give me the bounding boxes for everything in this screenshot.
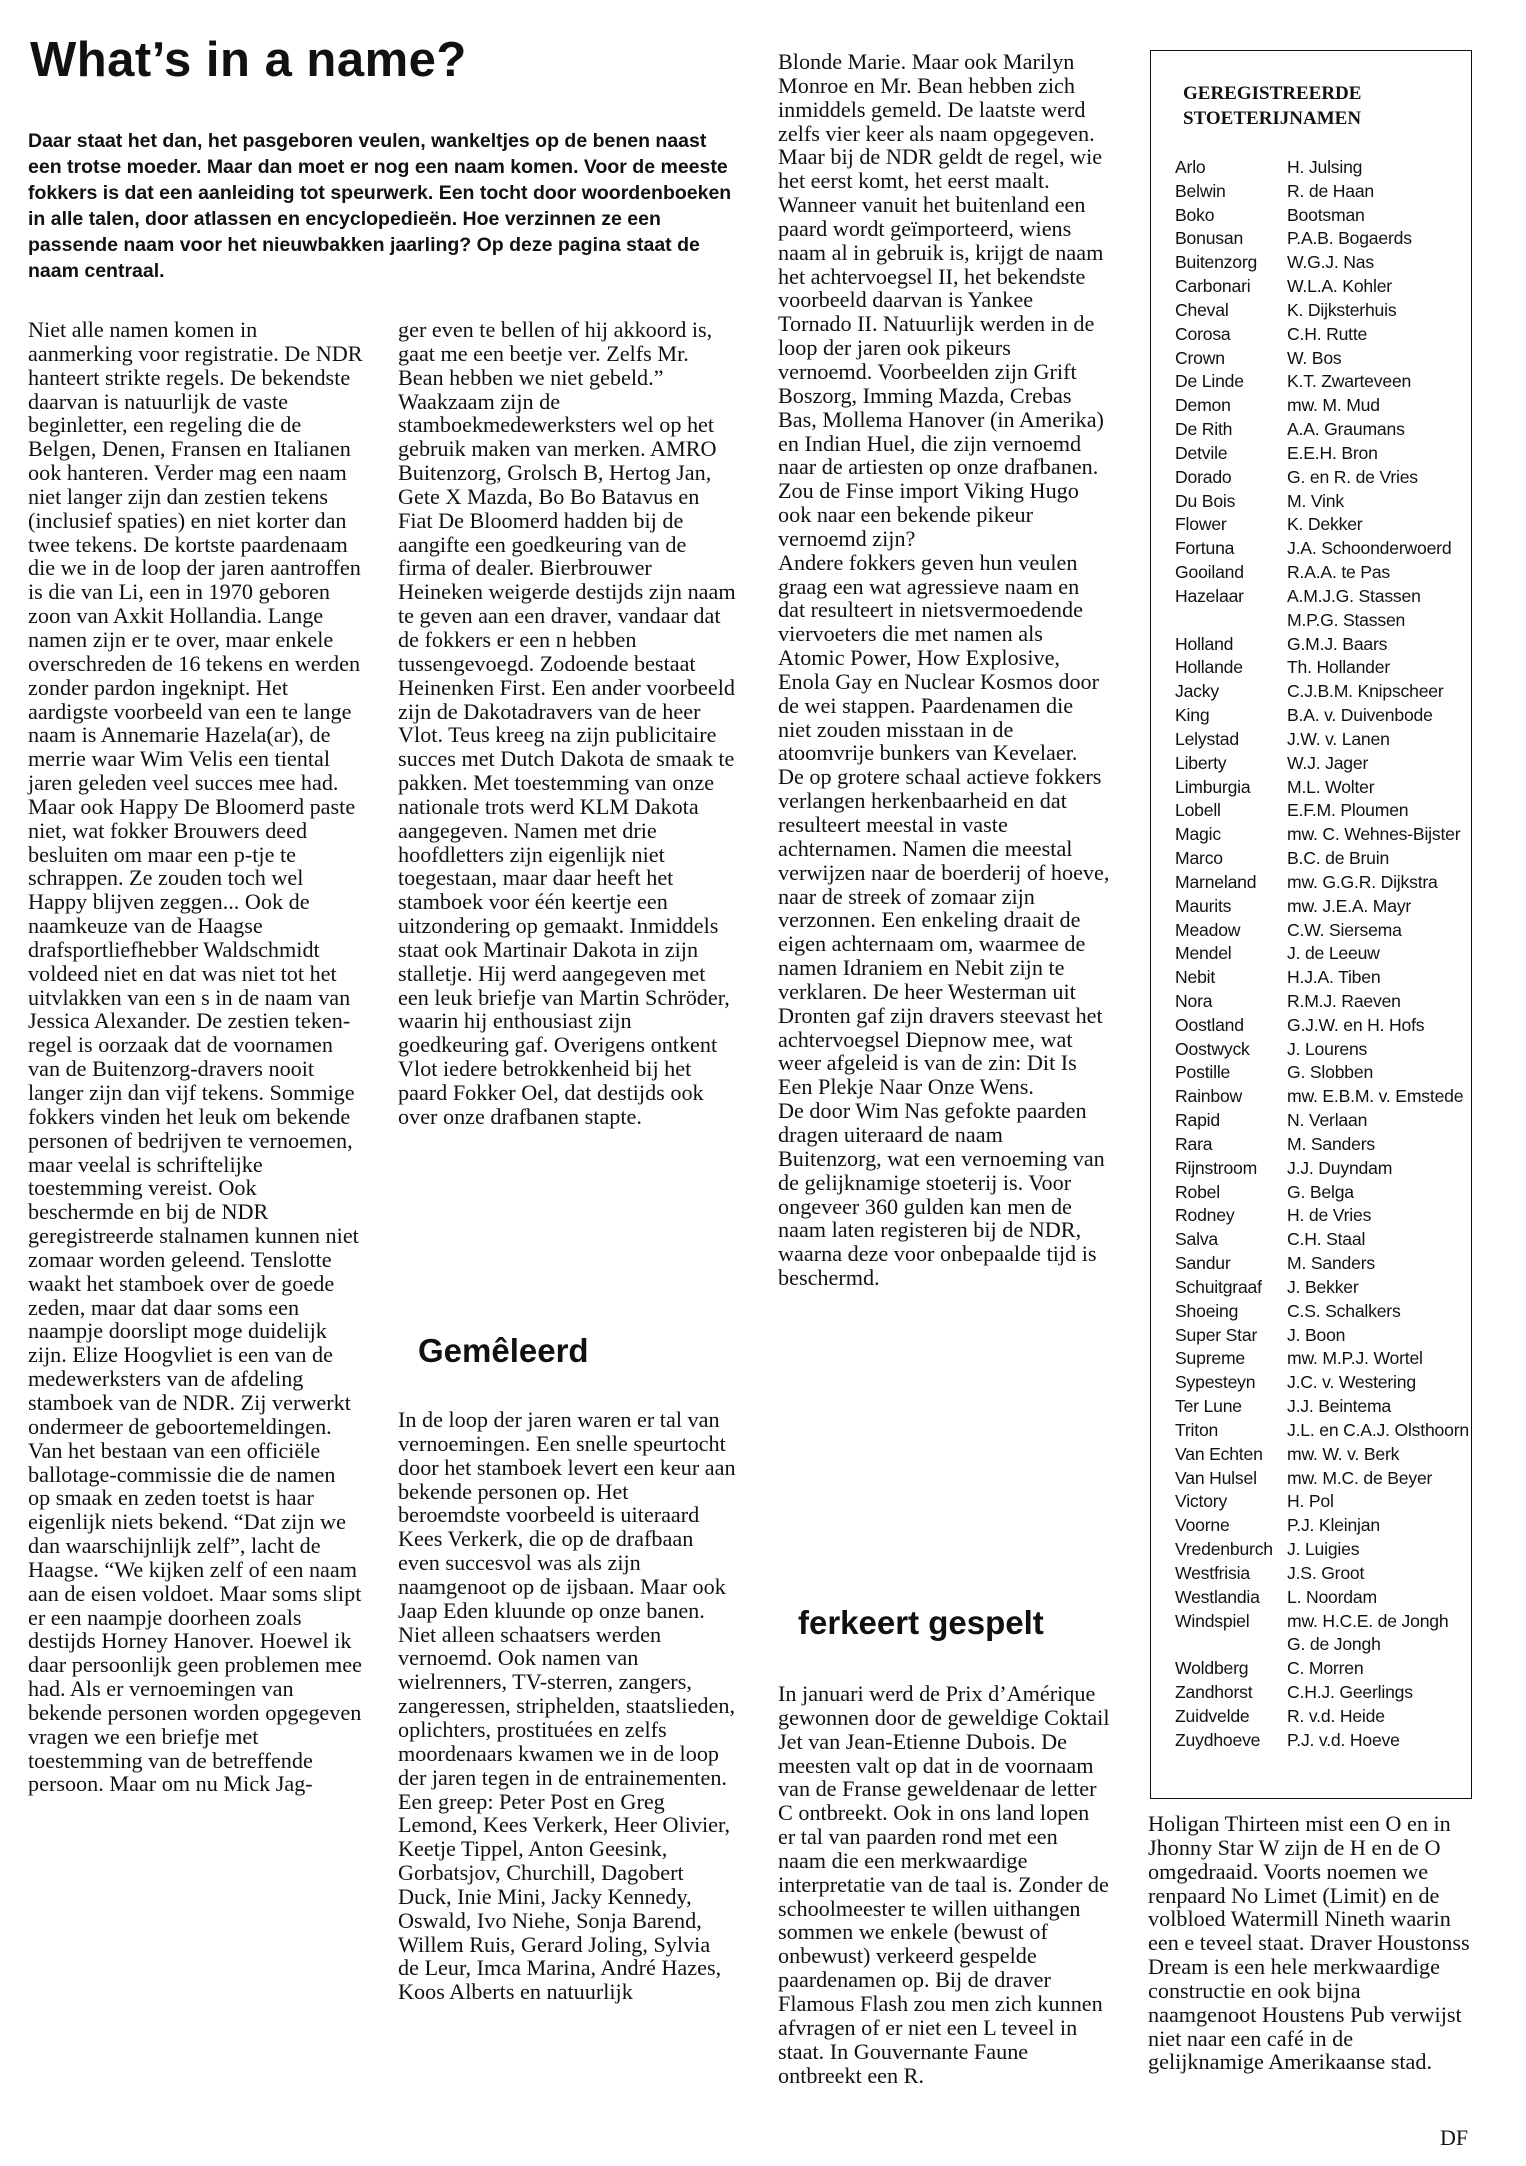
owner-name: C.H. Staal <box>1287 1229 1366 1250</box>
stud-name: Westlandia <box>1175 1586 1260 1607</box>
registry-entry <box>1175 633 1469 657</box>
stud-name: Van Hulsel <box>1175 1467 1257 1488</box>
owner-name: mw. M. Mud <box>1287 395 1380 416</box>
stud-name: Detvile <box>1175 442 1228 463</box>
stud-name: Du Bois <box>1175 490 1236 511</box>
stud-name: Holland <box>1175 633 1234 654</box>
owner-name: J.C. v. Westering <box>1287 1372 1416 1393</box>
registry-entry <box>1175 656 1469 680</box>
stud-name: Carbonari <box>1175 276 1251 297</box>
stud-name: Shoeing <box>1175 1300 1239 1321</box>
stud-name: Corosa <box>1175 323 1231 344</box>
registry-entry <box>1175 1109 1469 1133</box>
owner-name: C.H.J. Geerlings <box>1287 1682 1413 1702</box>
owner-name: J.J. Duyndam <box>1287 1157 1393 1178</box>
article-column-3 <box>778 50 1110 1290</box>
registry-entry <box>1175 823 1469 847</box>
registry-entry <box>1175 752 1469 776</box>
stud-name: Marco <box>1175 848 1223 869</box>
body-text: Niet alle namen komen in aanmerking voor registratie. De NDR hanteert strikte regels. De bekendste daarvan is natuurlijk de vaste beginletter, een regeling die de Belgen, Denen, Fransen en Italianen ook hanteren. Verder mag een naam niet langer zijn dan zestien tekens (inclusief spaties) en niet korter dan twee tekens. De kortste paardenaam die we in de loop der jaren aantroffen is die van Li, een in 1970 geboren zoon van Axkit Hollandia. Lange namen zijn er te over, maar enkele overschreden de 16 tekens en werden zonder pardon ingeknipt. Het aardigste voorbeeld van een te lange naam is Annemarie Hazela(ar), de merrie waar Wim Velis een tiental jaren geleden veel succes mee had. Maar ook Happy De Bloomerd paste niet, wat fokker Brouwers deed besluiten om maar een p-tje te schrappen. Ze zouden toch wel Happy blijven zeggen... Ook de naamkeuze van de Haagse drafsportliefhebber Waldschmidt voldeed niet en dat was niet tot het uitvlakken van een s in de naam van Jessica Alexander. De zestien teken-regel is oorzaak dat de voornamen van de Buitenzorg-dravers nooit langer zijn dan vijf tekens. Sommige fokkers vinden het leuk om bekende personen of bedrijven te vernoemen, maar veelal is schriftelijke toestemming vereist. Ook beschermde en bij de NDR geregistreerde stalnamen kunnen niet zomaar worden geleend. Tenslotte waakt het stamboek over de goede zeden, maar dat daar soms een naampje doorslipt moge duidelijk zijn. Elize Hoogvliet is een van de medewerksters van de afdeling stamboek van de NDR. Zij verwerkt ondermeer de geboortemeldingen. Van het bestaan van een officiële ballotage-commissie die de namen op smaak en zeden toetst is haar eigenlijk niets bekend. “Dat zijn we dan waarschijnlijk zelf”, lacht de Haagse. “We kijken zelf of een naam aan de eisen voldoet. Maar soms slipt er een naampje doorheen zoals destijds Horney Hanover. Hoewel ik daar persoonlijk geen problemen mee had. Als er vernoemingen van bekende personen worden opgegeven vragen we een briefje met toestemming van de betreffende persoon. Maar om nu Mick Jag- <box>28 317 363 1797</box>
stud-name: Vredenburch <box>1175 1539 1273 1560</box>
registry-entry <box>1175 1324 1469 1348</box>
owner-name: G. Slobben <box>1287 1062 1374 1083</box>
registry-entry <box>1175 1514 1469 1538</box>
owner-name: W. Bos <box>1287 347 1342 368</box>
stud-name: Postille <box>1175 1062 1231 1083</box>
registry-entry <box>1175 227 1469 251</box>
owner-name: W.L.A. Kohler <box>1287 276 1392 297</box>
registry-entry <box>1175 1181 1469 1205</box>
registry-entry <box>1175 561 1469 585</box>
registry-entry <box>1175 966 1469 990</box>
stud-name: Magic <box>1175 824 1221 845</box>
owner-name: J.S. Groot <box>1287 1562 1365 1583</box>
stud-name: Oostwyck <box>1175 1038 1250 1059</box>
registry-entry <box>1175 394 1469 418</box>
owner-name: J. Boon <box>1287 1324 1346 1345</box>
stud-name: Hollande <box>1175 657 1243 678</box>
owner-name: C.S. Schalkers <box>1287 1300 1401 1321</box>
registry-entry <box>1175 1228 1469 1252</box>
registry-entry <box>1175 1610 1469 1634</box>
owner-name: C. Morren <box>1287 1658 1364 1679</box>
owner-name: J. Bekker <box>1287 1276 1359 1297</box>
body-text: Blonde Marie. Maar ook Marilyn Monroe en Mr. Bean hebben zich inmiddels gemeld. De laatste werd zelfs vier keer als naam opgegeven. Maar bij de NDR geldt de regel, wie het eerst komt, het eerst maalt. Wanneer vanuit het buitenland een paard wordt geïmporteerd, wiens naam al in gebruik is, krijgt de naam het achtervoegsel II, het bekendste voorbeeld daarvan is Yankee Tornado II. Natuurlijk werden in de loop der jaren ook pikeurs vernoemd. Voorbeelden zijn Grift Boszorg, Imming Mazda, Crebas Bas, Mollema Hanover (in Amerika) en Indian Huel, die zijn vernoemd naar de artiesten op onze drafbanen. Zou de Finse import Viking Hugo ook naar een bekende pikeur vernoemd zijn? Andere fokkers geven hun veulen graag een wat agressieve naam en dat resulteert in nietsvermoedende viervoeters die met namen als Atomic Power, How Explosive, Enola Gay en Nuclear Kosmos door de wei stappen. Paardenamen die niet zouden misstaan in de atoomvrije bunkers van Kevelaer. De op grotere schaal actieve fokkers verlangen herkenbaarheid en dat resulteert meestal in vaste achternamen. Namen die meestal verwijzen naar de boerderij of hoeve, naar de streek of zomaar zijn verzonnen. Een enkeling draait de eigen achternaam om, waarmee de namen Idraniem en Nebit zijn te verklaren. De heer Westerman uit Dronten gaf zijn dravers steevast het achtervoegsel Diepnow mee, wat weer afgeleid is van de zin: Dit Is Een Plekje Naar Onze Wens. De door Wim Nas gefokte paarden dragen uiteraard de naam Buitenzorg, wat een vernoeming van de gelijknamige stoeterij is. Voor ongeveer 360 gulden kan men de naam laten registeren bij de NDR, waarna deze voor onbepaalde tijd is beschermd. <box>778 49 1110 1291</box>
stud-name: Victory <box>1175 1491 1228 1512</box>
owner-name: E.E.H. Bron <box>1287 442 1378 463</box>
registry-entry <box>1175 442 1469 466</box>
owner-name: G.M.J. Baars <box>1287 633 1388 654</box>
owner-name: J.J. Beintema <box>1287 1396 1391 1417</box>
subheading-ferkeert-gespelt: ferkeert gespelt <box>798 1604 1044 1641</box>
owner-name: K. Dekker <box>1287 514 1363 535</box>
owner-name: mw. M.P.J. Wortel <box>1287 1348 1423 1369</box>
owner-name: H. Julsing <box>1287 157 1363 177</box>
stud-name: Rodney <box>1175 1205 1235 1226</box>
owner-name: L. Noordam <box>1287 1586 1377 1607</box>
owner-name: mw. E.B.M. v. Emstede <box>1287 1086 1464 1107</box>
registry-entry <box>1175 513 1469 537</box>
owner-name: P.J. v.d. Hoeve <box>1287 1729 1400 1750</box>
article-column-2 <box>398 318 736 1129</box>
stud-name: Fortuna <box>1175 538 1235 559</box>
stud-name: Lobell <box>1175 800 1221 821</box>
registry-entry <box>1175 1204 1469 1228</box>
owner-name: R. de Haan <box>1287 180 1374 201</box>
owner-name: J. Luigies <box>1287 1539 1360 1560</box>
body-text: In januari werd de Prix d’Amérique gewonnen door de geweldige Coktail Jet van Jean-Etienne Dubois. De meesten valt op dat in de voornaam van de Franse geweldenaar de letter C ontbreekt. Ook in ons land lopen er tal van paarden rond met een naam die een merkwaardige interpretatie van de taal is. Zonder de schoolmeester te willen uithangen sommen we enkele (bewust of onbewust) verkeerd gespelde paardenamen op. Bij de draver Flamous Flash zou men zich kunnen afvragen of er niet een L teveel in staat. In Gouvernante Faune ontbreekt een R. <box>778 1681 1110 2088</box>
stud-name: Hazelaar <box>1175 585 1244 606</box>
owner-name: mw. G.G.R. Dijkstra <box>1287 871 1438 892</box>
stud-name: Crown <box>1175 347 1225 368</box>
registry-entry <box>1175 680 1469 704</box>
registry-entry <box>1175 799 1469 823</box>
article-column-3b <box>778 1682 1110 2087</box>
registry-entry <box>1175 1276 1469 1300</box>
stud-name: Oostland <box>1175 1014 1244 1035</box>
registry-entry <box>1175 1347 1469 1371</box>
registry-box <box>1150 50 1472 1799</box>
stud-name: Salva <box>1175 1229 1219 1250</box>
stud-name: Limburgia <box>1175 776 1251 797</box>
body-text: ger even te bellen of hij akkoord is, gaat me een beetje ver. Zelfs Mr. Bean hebben we niet gebeld.” Waakzaam zijn de stamboekmedewerksters wel op het gebruik maken van merken. AMRO Buitenzorg, Grolsch B, Hertog Jan, Gete X Mazda, Bo Bo Batavus en Fiat De Bloomerd hadden bij de aangifte een goedkeuring van de firma of dealer. Bierbrouwer Heineken weigerde destijds zijn naam te geven aan een draver, vandaar dat de fokkers er een n hebben tussengevoegd. Zodoende bestaat Heinenken First. Een ander voorbeeld zijn de Dakotadravers van de heer Vlot. Teus kreeg na zijn publicitaire succes met Dutch Dakota de smaak te pakken. Met toestemming van onze nationale trots werd KLM Dakota aangegeven. Namen met drie hoofdletters zijn eigenlijk niet toegestaan, maar daar heeft het stamboek voor één keertje een uitzondering op gemaakt. Inmiddels staat ook Martinair Dakota in zijn stalletje. Hij werd aangegeven met een leuk briefje van Martin Schröder, waarin hij enthousiast zijn goedkeuring gaf. Overigens ontkent Vlot iedere betrokkenheid bij het paard Fokker Oel, dat destijds ook over onze drafbanen stapte. <box>398 317 736 1129</box>
owner-name: mw. H.C.E. de Jongh <box>1287 1610 1449 1631</box>
registry-entry <box>1175 323 1469 347</box>
stud-name: Boko <box>1175 204 1215 225</box>
owner-name: M. Vink <box>1287 490 1344 511</box>
stud-name: De Linde <box>1175 371 1244 392</box>
stud-name: Schuitgraaf <box>1175 1276 1262 1297</box>
stud-name: Nebit <box>1175 967 1216 988</box>
owner-name: B.A. v. Duivenbode <box>1287 705 1433 726</box>
owner-name: M. Sanders <box>1287 1133 1375 1154</box>
registry-entry <box>1175 1705 1469 1729</box>
owner-name: G. de Jongh <box>1287 1634 1381 1655</box>
stud-name: Ter Lune <box>1175 1396 1242 1417</box>
registry-entry <box>1175 1633 1469 1657</box>
owner-name: C.H. Rutte <box>1287 323 1368 344</box>
registry-entry <box>1175 1490 1469 1514</box>
owner-name: A.A. Graumans <box>1287 419 1405 440</box>
owner-name: E.F.M. Ploumen <box>1287 800 1409 821</box>
stud-name: Jacky <box>1175 681 1219 702</box>
article-column-1 <box>28 318 363 1796</box>
owner-name: J. Lourens <box>1287 1038 1368 1059</box>
registry-entry <box>1175 871 1469 895</box>
stud-name: Voorne <box>1175 1515 1230 1536</box>
stud-name: Maurits <box>1175 895 1232 916</box>
owner-name: Th. Hollander <box>1287 657 1391 678</box>
stud-name: Zuydhoeve <box>1175 1729 1261 1750</box>
registry-entry <box>1175 299 1469 323</box>
stud-name: Arlo <box>1175 157 1206 177</box>
owner-name: K. Dijksterhuis <box>1287 299 1397 320</box>
owner-name: P.J. Kleinjan <box>1287 1515 1380 1536</box>
stud-name: Westfrisia <box>1175 1562 1250 1583</box>
registry-entry <box>1175 1371 1469 1395</box>
owner-name: A.M.J.G. Stassen <box>1287 585 1421 606</box>
owner-name: P.A.B. Bogaerds <box>1287 228 1412 249</box>
registry-entry <box>1175 1395 1469 1419</box>
owner-name: B.C. de Bruin <box>1287 848 1390 869</box>
owner-name: C.W. Siersema <box>1287 919 1402 940</box>
registry-entry <box>1175 180 1469 204</box>
registry-entry <box>1175 1467 1469 1491</box>
owner-name: R. v.d. Heide <box>1287 1705 1385 1726</box>
registry-entry <box>1175 919 1469 943</box>
registry-entry <box>1175 1586 1469 1610</box>
stud-name: Zuidvelde <box>1175 1705 1250 1726</box>
stud-name: Supreme <box>1175 1348 1245 1369</box>
registry-title: GEREGISTREERDE STOETERIJNAMEN <box>1183 83 1362 129</box>
registry-entry <box>1175 609 1469 633</box>
owner-name: W.G.J. Nas <box>1287 252 1374 273</box>
author-signature: DF <box>1440 2125 1469 2150</box>
registry-entry <box>1175 1085 1469 1109</box>
owner-name: mw. W. v. Berk <box>1287 1443 1400 1464</box>
registry-entry <box>1175 204 1469 228</box>
owner-name: mw. M.C. de Beyer <box>1287 1467 1433 1488</box>
registry-entry <box>1175 1133 1469 1157</box>
registry-entry <box>1175 275 1469 299</box>
owner-name: mw. J.E.A. Mayr <box>1287 895 1412 916</box>
stud-name: Demon <box>1175 395 1231 416</box>
registry-entry <box>1175 1657 1469 1681</box>
article-column-4 <box>1148 1812 1473 2074</box>
body-text: In de loop der jaren waren er tal van vernoemingen. Een snelle speurtocht door het stamboek levert een keur aan bekende personen op. Het beroemdste voorbeeld is uiteraard Kees Verkerk, die op de drafbaan even succesvol was als zijn naamgenoot op de ijsbaan. Maar ook Jaap Eden kluunde op onze banen. Niet alleen schaatsers werden vernoemd. Ook namen van wielrenners, TV-sterren, zangers, zangeressen, striphelden, staatslieden, oplichters, prostituées en zelfs moordenaars kwamen we in de loop der jaren tegen in de entrainementen. Een greep: Peter Post en Greg Lemond, Kees Verkerk, Heer Olivier, Keetje Tippel, Anton Geesink, Gorbatsjov, Churchill, Dagobert Duck, Inie Mini, Jacky Kennedy, Oswald, Ivo Niehe, Sonja Barend, Willem Ruis, Gerard Joling, Sylvia de Leur, Imca Marina, André Hazes, Koos Alberts en natuurlijk <box>398 1407 736 2005</box>
owner-name: G. en R. de Vries <box>1287 466 1418 487</box>
stud-name: Sandur <box>1175 1253 1231 1274</box>
stud-name: Cheval <box>1175 299 1229 320</box>
owner-name: mw. C. Wehnes-Bijster <box>1287 824 1461 845</box>
stud-name: Zandhorst <box>1175 1682 1253 1702</box>
stud-name: De Rith <box>1175 419 1233 440</box>
stud-name: Rijnstroom <box>1175 1157 1258 1178</box>
article-intro: Daar staat het dan, het pasgeboren veulen, wankeltjes op de benen naast een trotse moeder. Maar dan moet er nog een naam komen. Voor de meeste fokkers is dat een aanleiding tot speurwerk. Een tocht door woordenboeken in alle talen, door atlassen en encyclopedieën. Hoe verzinnen ze een passende naam voor het nieuwbakken jaarling? Op deze pagina staat de naam centraal. <box>28 130 732 282</box>
stud-name: Mendel <box>1175 943 1232 964</box>
stud-name: Rara <box>1175 1133 1213 1154</box>
stud-name: Rapid <box>1175 1110 1220 1131</box>
stud-name: Belwin <box>1175 180 1226 201</box>
article-column-2b <box>398 1408 736 2004</box>
registry-entry <box>1175 1562 1469 1586</box>
registry-list <box>1175 156 1469 1752</box>
owner-name: R.M.J. Raeven <box>1287 990 1401 1011</box>
owner-name: H. Pol <box>1287 1491 1334 1512</box>
owner-name: M. Sanders <box>1287 1253 1375 1274</box>
registry-entry <box>1175 537 1469 561</box>
stud-name: Robel <box>1175 1181 1220 1202</box>
owner-name: R.A.A. te Pas <box>1287 562 1391 583</box>
owner-name: H.J.A. Tiben <box>1287 967 1381 988</box>
owner-name: H. de Vries <box>1287 1205 1372 1226</box>
owner-name: C.J.B.M. Knipscheer <box>1287 681 1444 702</box>
owner-name: J.L. en C.A.J. Olsthoorn <box>1287 1419 1469 1440</box>
owner-name: W.J. Jager <box>1287 752 1369 773</box>
registry-entry <box>1175 466 1469 490</box>
registry-entry <box>1175 1443 1469 1467</box>
owner-name: M.P.G. Stassen <box>1287 609 1406 630</box>
registry-entry <box>1175 1252 1469 1276</box>
stud-name: King <box>1175 705 1210 726</box>
owner-name: G. Belga <box>1287 1181 1354 1202</box>
registry-entry <box>1175 942 1469 966</box>
stud-name: Marneland <box>1175 871 1257 892</box>
registry-entry <box>1175 1729 1469 1753</box>
registry-entry <box>1175 776 1469 800</box>
stud-name: Bonusan <box>1175 228 1244 249</box>
stud-name: Buitenzorg <box>1175 252 1258 273</box>
registry-entry <box>1175 1300 1469 1324</box>
stud-name: Windspiel <box>1175 1610 1250 1631</box>
registry-entry <box>1175 1014 1469 1038</box>
registry-entry <box>1175 847 1469 871</box>
owner-name: Bootsman <box>1287 204 1365 225</box>
registry-entry <box>1175 1419 1469 1443</box>
stud-name: Flower <box>1175 514 1227 535</box>
stud-name: Meadow <box>1175 919 1241 940</box>
registry-entry <box>1175 1538 1469 1562</box>
stud-name: Dorado <box>1175 466 1232 487</box>
stud-name: Liberty <box>1175 752 1227 773</box>
registry-entry <box>1175 895 1469 919</box>
stud-name: Super Star <box>1175 1324 1258 1345</box>
stud-name: Woldberg <box>1175 1658 1249 1679</box>
subheading-gemeleerd: Gemêleerd <box>418 1332 589 1369</box>
registry-entry <box>1175 1061 1469 1085</box>
body-text: Holigan Thirteen mist een O en in Jhonny Star W zijn de H en de O omgedraaid. Voorts noemen we renpaard No Limet (Limit) en de volbloed Watermill Nineth waarin een e teveel staat. Draver Houstonss Dream is een hele merkwaardige constructie en ook bijna naamgenoot Houstens Pub verwijst niet naar een café in de gelijknamige Amerikaanse stad. <box>1148 1811 1470 2075</box>
owner-name: J. de Leeuw <box>1287 943 1380 964</box>
registry-entry <box>1175 1681 1469 1705</box>
registry-entry <box>1175 156 1469 180</box>
registry-entry <box>1175 251 1469 275</box>
stud-name: Lelystad <box>1175 728 1239 749</box>
registry-entry <box>1175 1157 1469 1181</box>
registry-entry <box>1175 370 1469 394</box>
registry-entry <box>1175 990 1469 1014</box>
stud-name: Sypesteyn <box>1175 1372 1256 1393</box>
owner-name: N. Verlaan <box>1287 1110 1368 1131</box>
owner-name: J.A. Schoonderwoerd <box>1287 538 1452 559</box>
stud-name: Van Echten <box>1175 1443 1263 1464</box>
owner-name: G.J.W. en H. Hofs <box>1287 1014 1425 1035</box>
stud-name: Gooiland <box>1175 562 1244 583</box>
registry-entry <box>1175 490 1469 514</box>
registry-entry <box>1175 1038 1469 1062</box>
stud-name: Rainbow <box>1175 1086 1243 1107</box>
owner-name: J.W. v. Lanen <box>1287 728 1390 749</box>
stud-name: Triton <box>1175 1419 1219 1440</box>
article-title: What’s in a name? <box>30 33 467 87</box>
owner-name: K.T. Zwarteveen <box>1287 371 1412 392</box>
registry-entry <box>1175 728 1469 752</box>
registry-entry <box>1175 704 1469 728</box>
owner-name: M.L. Wolter <box>1287 776 1375 797</box>
stud-name: Nora <box>1175 990 1213 1011</box>
registry-entry <box>1175 347 1469 371</box>
registry-entry <box>1175 418 1469 442</box>
registry-entry <box>1175 585 1469 609</box>
